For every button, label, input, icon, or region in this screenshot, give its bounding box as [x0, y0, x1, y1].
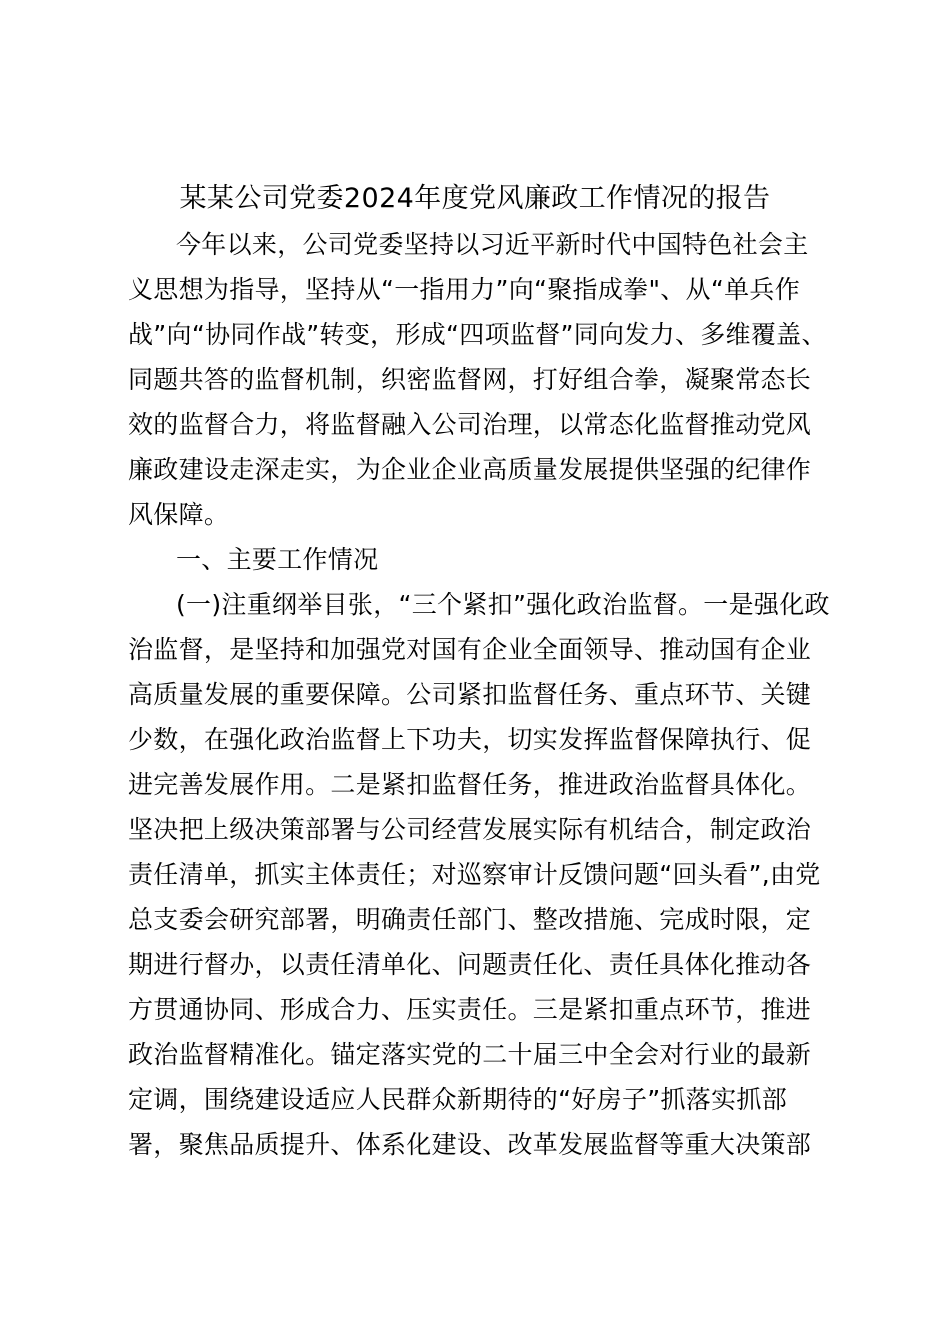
paragraph-line: 定调，围绕建设适应人民群众新期待的“好房子”抓落实抓部: [128, 1085, 788, 1114]
paragraph-line: 少数，在强化政治监督上下功夫，切实发挥监督保障执行、促: [128, 725, 812, 754]
paragraph-line: 战”向“协同作战”转变，形成“四项监督”同向发力、多维覆盖、: [128, 320, 827, 349]
paragraph-line: 风保障。: [128, 500, 230, 529]
paragraph-line: 总支委会研究部署，明确责任部门、整改措施、完成时限，定: [128, 905, 812, 934]
paragraph-line: 同题共答的监督机制，织密监督网，打好组合拳，凝聚常态长: [128, 365, 812, 394]
paragraph-line: 廉政建设走深走实，为企业企业高质量发展提供坚强的纪律作: [128, 455, 812, 484]
document-body: [128, 222, 828, 1167]
paragraph-line: (一)注重纲举目张，“三个紧扣”强化政治监督。一是强化政: [176, 590, 830, 619]
document-title: 某某公司党委2024年度党风廉政工作情况的报告: [179, 183, 771, 214]
section-heading: 一、主要工作情况: [176, 545, 379, 574]
paragraph-line: 责任清单，抓实主体责任；对巡察审计反馈问题“回头看”,由党: [128, 860, 821, 889]
paragraph-line: 期进行督办，以责任清单化、问题责任化、责任具体化推动各: [128, 950, 812, 979]
paragraph-line: 方贯通协同、形成合力、压实责任。三是紧扣重点环节，推进: [128, 995, 812, 1024]
paragraph-line: 高质量发展的重要保障。公司紧扣监督任务、重点环节、关键: [128, 680, 812, 709]
paragraph-line: 今年以来，公司党委坚持以习近平新时代中国特色社会主: [176, 230, 809, 259]
paragraph-line: 义思想为指导，坚持从“一指用力”向“聚指成拳"、从“单兵作: [128, 275, 801, 304]
paragraph-line: 治监督，是坚持和加强党对国有企业全面领导、推动国有企业: [128, 635, 812, 664]
paragraph-line: 效的监督合力，将监督融入公司治理，以常态化监督推动党风: [128, 410, 812, 439]
paragraph-line: 坚决把上级决策部署与公司经营发展实际有机结合，制定政治: [128, 815, 812, 844]
paragraph-line: 署，聚焦品质提升、体系化建设、改革发展监督等重大决策部: [128, 1130, 812, 1159]
paragraph-line: 政治监督精准化。锚定落实党的二十届三中全会对行业的最新: [128, 1040, 812, 1069]
paragraph-line: 进完善发展作用。二是紧扣监督任务，推进政治监督具体化。: [128, 770, 812, 799]
